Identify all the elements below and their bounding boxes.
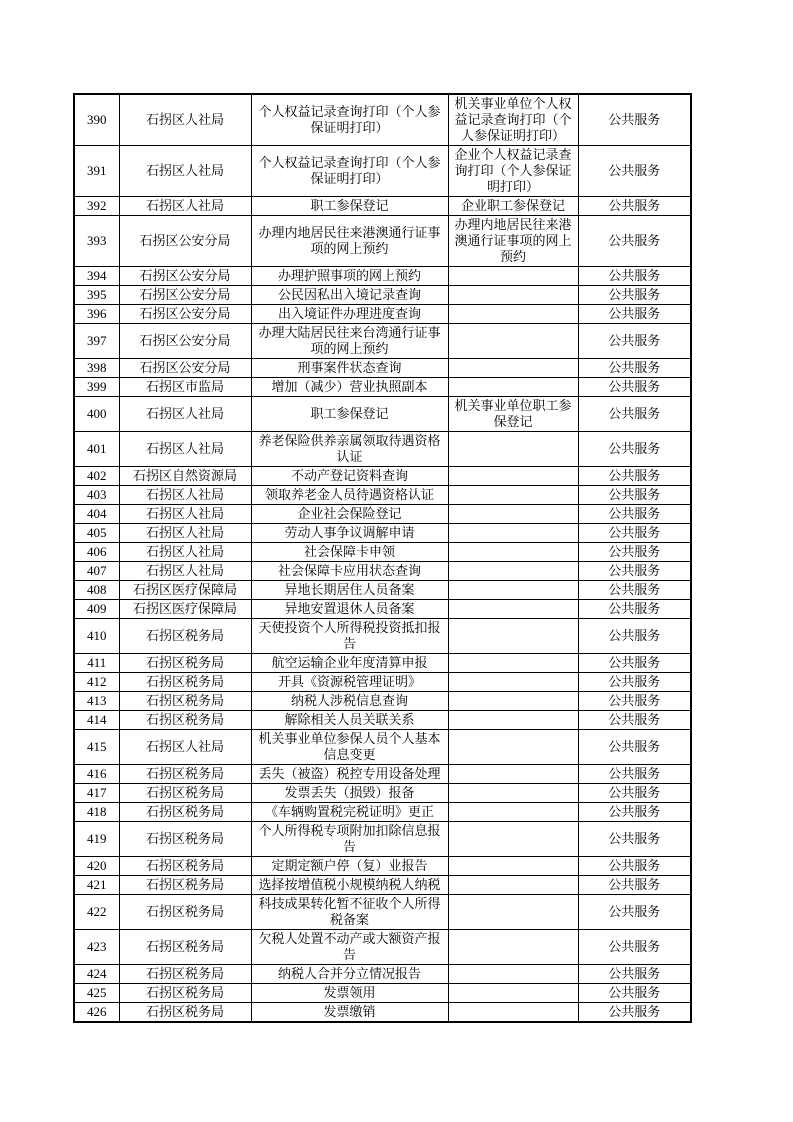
service-name-cell: 开具《资源税管理证明》 [251,673,448,692]
row-number-cell: 400 [74,397,119,432]
row-number-cell: 418 [74,803,119,822]
service-type-cell: 公共服务 [578,467,691,486]
service-subitem-cell: 企业个人权益记录查询打印（个人参保证明打印） [448,146,578,197]
service-subitem-cell [448,822,578,857]
service-type-cell: 公共服务 [578,765,691,784]
service-name-cell: 航空运输企业年度清算申报 [251,654,448,673]
row-number-cell: 425 [74,984,119,1003]
service-name-cell: 发票缴销 [251,1003,448,1023]
department-cell: 石拐区税务局 [119,895,251,930]
service-name-cell: 个人权益记录查询打印（个人参保证明打印） [251,146,448,197]
service-type-cell: 公共服务 [578,930,691,965]
service-subitem-cell [448,984,578,1003]
row-number-cell: 415 [74,730,119,765]
service-subitem-cell [448,505,578,524]
service-name-cell: 《车辆购置税完税证明》更正 [251,803,448,822]
service-subitem-cell [448,359,578,378]
table-row [74,397,691,432]
table-row [74,324,691,359]
service-subitem-cell [448,486,578,505]
row-number-cell: 413 [74,692,119,711]
department-cell: 石拐区税务局 [119,930,251,965]
row-number-cell: 417 [74,784,119,803]
table-row [74,784,691,803]
row-number-cell: 407 [74,562,119,581]
department-cell: 石拐区公安分局 [119,359,251,378]
table-row [74,930,691,965]
service-subitem-cell [448,619,578,654]
row-number-cell: 414 [74,711,119,730]
service-subitem-cell [448,895,578,930]
department-cell: 石拐区税务局 [119,654,251,673]
department-cell: 石拐区税务局 [119,765,251,784]
row-number-cell: 392 [74,197,119,216]
table-row [74,822,691,857]
service-type-cell: 公共服务 [578,562,691,581]
service-subitem-cell: 办理内地居民往来港澳通行证事项的网上预约 [448,216,578,267]
row-number-cell: 390 [74,94,119,146]
department-cell: 石拐区公安分局 [119,324,251,359]
service-subitem-cell [448,692,578,711]
service-subitem-cell [448,857,578,876]
service-name-cell: 办理内地居民往来港澳通行证事项的网上预约 [251,216,448,267]
department-cell: 石拐区税务局 [119,692,251,711]
department-cell: 石拐区税务局 [119,803,251,822]
service-type-cell: 公共服务 [578,619,691,654]
service-subitem-cell [448,730,578,765]
service-name-cell: 纳税人涉税信息查询 [251,692,448,711]
table-row [74,654,691,673]
service-type-cell: 公共服务 [578,895,691,930]
service-subitem-cell [448,803,578,822]
service-name-cell: 欠税人处置不动产或大额资产报告 [251,930,448,965]
service-subitem-cell [448,711,578,730]
service-subitem-cell [448,784,578,803]
row-number-cell: 394 [74,267,119,286]
department-cell: 石拐区税务局 [119,1003,251,1023]
row-number-cell: 420 [74,857,119,876]
row-number-cell: 424 [74,965,119,984]
service-subitem-cell [448,378,578,397]
department-cell: 石拐区税务局 [119,984,251,1003]
row-number-cell: 391 [74,146,119,197]
department-cell: 石拐区人社局 [119,524,251,543]
service-name-cell: 企业社会保险登记 [251,505,448,524]
service-type-cell: 公共服务 [578,397,691,432]
table-row [74,895,691,930]
service-type-cell: 公共服务 [578,654,691,673]
table-row [74,359,691,378]
department-cell: 石拐区人社局 [119,94,251,146]
service-subitem-cell [448,581,578,600]
department-cell: 石拐区自然资源局 [119,467,251,486]
department-cell: 石拐区税务局 [119,673,251,692]
service-type-cell: 公共服务 [578,267,691,286]
service-subitem-cell [448,467,578,486]
row-number-cell: 422 [74,895,119,930]
row-number-cell: 393 [74,216,119,267]
table-row [74,505,691,524]
service-subitem-cell [448,600,578,619]
service-subitem-cell [448,543,578,562]
service-name-cell: 社会保障卡应用状态查询 [251,562,448,581]
service-type-cell: 公共服务 [578,286,691,305]
table-row [74,600,691,619]
table-row [74,730,691,765]
department-cell: 石拐区税务局 [119,876,251,895]
service-name-cell: 养老保险供养亲属领取待遇资格认证 [251,432,448,467]
table-row [74,711,691,730]
table-row [74,467,691,486]
service-name-cell: 不动产登记资料查询 [251,467,448,486]
department-cell: 石拐区人社局 [119,146,251,197]
table-row [74,765,691,784]
service-type-cell: 公共服务 [578,803,691,822]
row-number-cell: 423 [74,930,119,965]
service-name-cell: 办理大陆居民往来台湾通行证事项的网上预约 [251,324,448,359]
service-name-cell: 纳税人合并分立情况报告 [251,965,448,984]
table-row [74,857,691,876]
service-type-cell: 公共服务 [578,876,691,895]
table-row [74,562,691,581]
department-cell: 石拐区公安分局 [119,286,251,305]
service-type-cell: 公共服务 [578,305,691,324]
service-type-cell: 公共服务 [578,857,691,876]
table-row [74,984,691,1003]
table-row [74,486,691,505]
service-type-cell: 公共服务 [578,984,691,1003]
service-subitem-cell [448,765,578,784]
row-number-cell: 406 [74,543,119,562]
department-cell: 石拐区税务局 [119,619,251,654]
service-name-cell: 选择按增值税小规模纳税人纳税 [251,876,448,895]
service-name-cell: 定期定额户停（复）业报告 [251,857,448,876]
service-subitem-cell [448,930,578,965]
row-number-cell: 399 [74,378,119,397]
row-number-cell: 409 [74,600,119,619]
service-type-cell: 公共服务 [578,581,691,600]
table-row [74,267,691,286]
service-type-cell: 公共服务 [578,146,691,197]
service-type-cell: 公共服务 [578,673,691,692]
row-number-cell: 410 [74,619,119,654]
service-type-cell: 公共服务 [578,505,691,524]
service-name-cell: 出入境证件办理进度查询 [251,305,448,324]
service-name-cell: 个人所得税专项附加扣除信息报告 [251,822,448,857]
service-name-cell: 发票领用 [251,984,448,1003]
service-type-cell: 公共服务 [578,94,691,146]
service-type-cell: 公共服务 [578,730,691,765]
department-cell: 石拐区人社局 [119,730,251,765]
table-row [74,1003,691,1023]
service-name-cell: 办理护照事项的网上预约 [251,267,448,286]
row-number-cell: 398 [74,359,119,378]
services-table-body [74,94,691,1022]
row-number-cell: 411 [74,654,119,673]
department-cell: 石拐区人社局 [119,397,251,432]
service-name-cell: 个人权益记录查询打印（个人参保证明打印） [251,94,448,146]
service-subitem-cell [448,267,578,286]
service-type-cell: 公共服务 [578,324,691,359]
service-subitem-cell [448,524,578,543]
service-subitem-cell: 机关事业单位个人权益记录查询打印（个人参保证明打印） [448,94,578,146]
table-row [74,692,691,711]
row-number-cell: 395 [74,286,119,305]
service-name-cell: 职工参保登记 [251,197,448,216]
table-row [74,94,691,146]
service-type-cell: 公共服务 [578,432,691,467]
table-row [74,876,691,895]
department-cell: 石拐区税务局 [119,711,251,730]
service-type-cell: 公共服务 [578,378,691,397]
service-type-cell: 公共服务 [578,711,691,730]
service-type-cell: 公共服务 [578,359,691,378]
service-type-cell: 公共服务 [578,216,691,267]
service-type-cell: 公共服务 [578,197,691,216]
row-number-cell: 404 [74,505,119,524]
service-type-cell: 公共服务 [578,486,691,505]
service-name-cell: 职工参保登记 [251,397,448,432]
row-number-cell: 401 [74,432,119,467]
service-name-cell: 天使投资个人所得税投资抵扣报告 [251,619,448,654]
service-type-cell: 公共服务 [578,822,691,857]
service-subitem-cell: 企业职工参保登记 [448,197,578,216]
row-number-cell: 426 [74,1003,119,1023]
department-cell: 石拐区人社局 [119,505,251,524]
service-name-cell: 领取养老金人员待遇资格认证 [251,486,448,505]
row-number-cell: 421 [74,876,119,895]
department-cell: 石拐区公安分局 [119,305,251,324]
service-type-cell: 公共服务 [578,543,691,562]
service-type-cell: 公共服务 [578,600,691,619]
service-type-cell: 公共服务 [578,524,691,543]
service-name-cell: 异地长期居住人员备案 [251,581,448,600]
service-subitem-cell [448,1003,578,1023]
service-name-cell: 解除相关人员关联关系 [251,711,448,730]
row-number-cell: 416 [74,765,119,784]
service-subitem-cell [448,305,578,324]
row-number-cell: 412 [74,673,119,692]
service-name-cell: 丢失（被盗）税控专用设备处理 [251,765,448,784]
service-subitem-cell [448,673,578,692]
service-subitem-cell [448,654,578,673]
table-row [74,543,691,562]
service-subitem-cell [448,876,578,895]
department-cell: 石拐区人社局 [119,562,251,581]
table-row [74,432,691,467]
row-number-cell: 403 [74,486,119,505]
services-table [73,93,692,1023]
service-subitem-cell [448,432,578,467]
table-row [74,197,691,216]
service-name-cell: 科技成果转化暂不征收个人所得税备案 [251,895,448,930]
service-type-cell: 公共服务 [578,692,691,711]
row-number-cell: 405 [74,524,119,543]
row-number-cell: 402 [74,467,119,486]
department-cell: 石拐区公安分局 [119,267,251,286]
department-cell: 石拐区税务局 [119,965,251,984]
department-cell: 石拐区税务局 [119,822,251,857]
service-name-cell: 异地安置退休人员备案 [251,600,448,619]
table-row [74,216,691,267]
service-name-cell: 增加（减少）营业执照副本 [251,378,448,397]
service-subitem-cell [448,286,578,305]
row-number-cell: 396 [74,305,119,324]
department-cell: 石拐区医疗保障局 [119,600,251,619]
row-number-cell: 419 [74,822,119,857]
department-cell: 石拐区公安分局 [119,216,251,267]
table-row [74,146,691,197]
table-row [74,619,691,654]
table-row [74,965,691,984]
service-type-cell: 公共服务 [578,784,691,803]
service-name-cell: 劳动人事争议调解申请 [251,524,448,543]
department-cell: 石拐区人社局 [119,543,251,562]
row-number-cell: 408 [74,581,119,600]
table-row [74,803,691,822]
row-number-cell: 397 [74,324,119,359]
table-row [74,286,691,305]
service-name-cell: 社会保障卡申领 [251,543,448,562]
table-row [74,673,691,692]
department-cell: 石拐区人社局 [119,432,251,467]
service-subitem-cell: 机关事业单位职工参保登记 [448,397,578,432]
service-subitem-cell [448,324,578,359]
service-name-cell: 公民因私出入境记录查询 [251,286,448,305]
service-name-cell: 机关事业单位参保人员个人基本信息变更 [251,730,448,765]
service-name-cell: 发票丢失（损毁）报备 [251,784,448,803]
department-cell: 石拐区税务局 [119,857,251,876]
department-cell: 石拐区税务局 [119,784,251,803]
department-cell: 石拐区市监局 [119,378,251,397]
table-row [74,524,691,543]
department-cell: 石拐区医疗保障局 [119,581,251,600]
table-row [74,378,691,397]
table-row [74,305,691,324]
service-type-cell: 公共服务 [578,1003,691,1023]
service-type-cell: 公共服务 [578,965,691,984]
department-cell: 石拐区人社局 [119,486,251,505]
table-row [74,581,691,600]
service-name-cell: 刑事案件状态查询 [251,359,448,378]
service-subitem-cell [448,965,578,984]
service-subitem-cell [448,562,578,581]
department-cell: 石拐区人社局 [119,197,251,216]
